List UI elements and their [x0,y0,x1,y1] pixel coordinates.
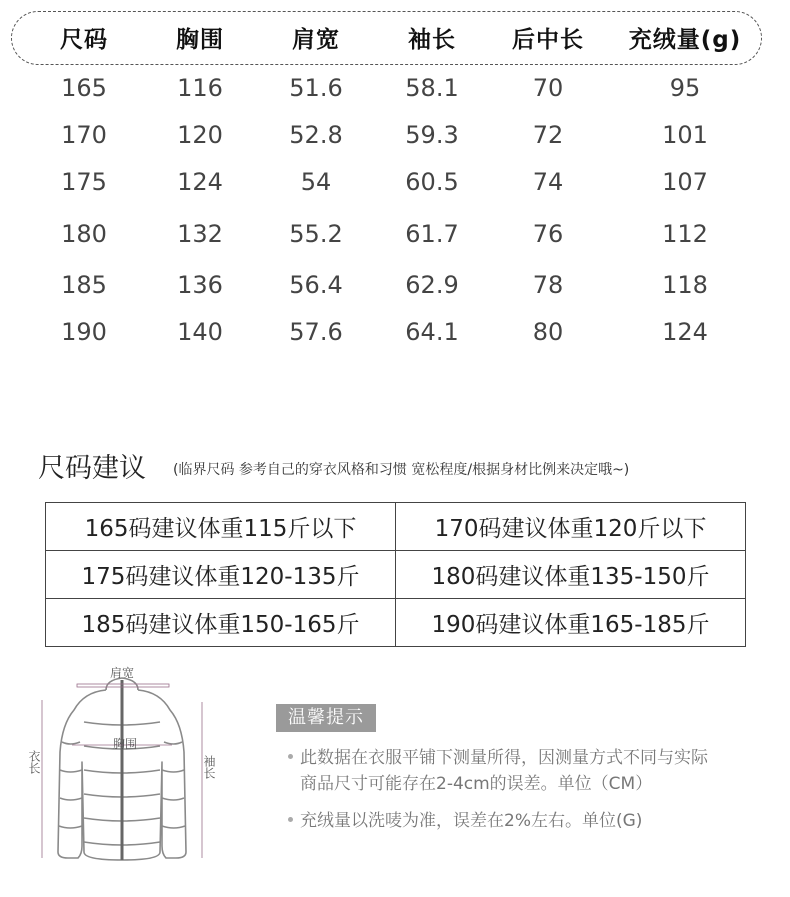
cell-shoulder: 52.8 [289,121,343,149]
cell-back-length: 78 [532,271,564,299]
cell-sleeve: 62.9 [405,271,459,299]
cell-back-length: 76 [532,220,564,248]
tip-measurement [288,745,708,772]
header-sleeve: 袖长 [408,27,456,53]
cell-back-length: 72 [532,121,564,149]
suggestion-cell: 185码建议体重150-165斤 [46,599,396,647]
length-label: 衣长 [27,750,41,774]
tip-down-fill [288,808,642,835]
cell-back-length: 80 [532,318,564,346]
table-row [46,599,746,647]
size-suggestion-note: (临界尺码 参考自己的穿衣风格和习惯 宽松程度/根据身材比例来决定哦~) [173,462,630,478]
header-down-fill: 充绒量(g) [628,27,742,53]
cell-size: 180 [61,220,107,248]
cell-size: 170 [61,121,107,149]
cell-shoulder: 54 [300,168,332,196]
cell-size: 175 [61,168,107,196]
cell-back-length: 74 [532,168,564,196]
jacket-measurement-diagram [22,662,232,867]
cell-shoulder: 51.6 [289,74,343,102]
cell-chest: 124 [177,168,223,196]
size-suggestion-title: 尺码建议 [38,453,146,484]
header-size: 尺码 [60,27,108,53]
tip-text: 充绒量以洗唛为准，误差在2%左右。单位(G) [300,811,643,831]
cell-back-length: 70 [532,74,564,102]
suggestion-cell: 165码建议体重115斤以下 [46,503,396,551]
tip-text: 此数据在衣服平铺下测量所得，因测量方式不同与实际 [300,748,708,768]
cell-sleeve: 60.5 [405,168,459,196]
suggestion-cell: 180码建议体重135-150斤 [396,551,746,599]
cell-down-fill: 107 [662,168,708,196]
header-back-length: 后中长 [512,27,584,53]
cell-sleeve: 64.1 [405,318,459,346]
bullet-dot [288,754,293,759]
chest-label: 胸围 [112,737,138,751]
cell-chest: 132 [177,220,223,248]
cell-down-fill: 101 [662,121,708,149]
cell-down-fill: 118 [662,271,708,299]
tip-text: 商品尺寸可能存在2-4cm的误差。单位（CM） [300,774,653,794]
shoulder-label: 肩宽 [109,666,135,680]
tip-measurement-continued [288,771,652,798]
cell-down-fill: 95 [669,74,701,102]
cell-shoulder: 57.6 [289,318,343,346]
cell-size: 190 [61,318,107,346]
cell-sleeve: 59.3 [405,121,459,149]
bullet-dot [288,817,293,822]
sleeve-label: 袖长 [202,755,216,779]
table-row [46,551,746,599]
table-row [46,503,746,551]
weight-suggestion-table [45,502,746,647]
suggestion-cell: 190码建议体重165-185斤 [396,599,746,647]
cell-shoulder: 55.2 [289,220,343,248]
cell-chest: 136 [177,271,223,299]
cell-size: 165 [61,74,107,102]
cell-chest: 140 [177,318,223,346]
header-chest: 胸围 [176,27,224,53]
cell-chest: 116 [177,74,223,102]
cell-sleeve: 61.7 [405,220,459,248]
cell-chest: 120 [177,121,223,149]
cell-shoulder: 56.4 [289,271,343,299]
tips-badge: 温馨提示 [276,704,376,732]
suggestion-cell: 175码建议体重120-135斤 [46,551,396,599]
header-shoulder: 肩宽 [292,27,340,53]
cell-sleeve: 58.1 [405,74,459,102]
cell-down-fill: 124 [662,318,708,346]
cell-size: 185 [61,271,107,299]
suggestion-cell: 170码建议体重120斤以下 [396,503,746,551]
cell-down-fill: 112 [662,220,708,248]
